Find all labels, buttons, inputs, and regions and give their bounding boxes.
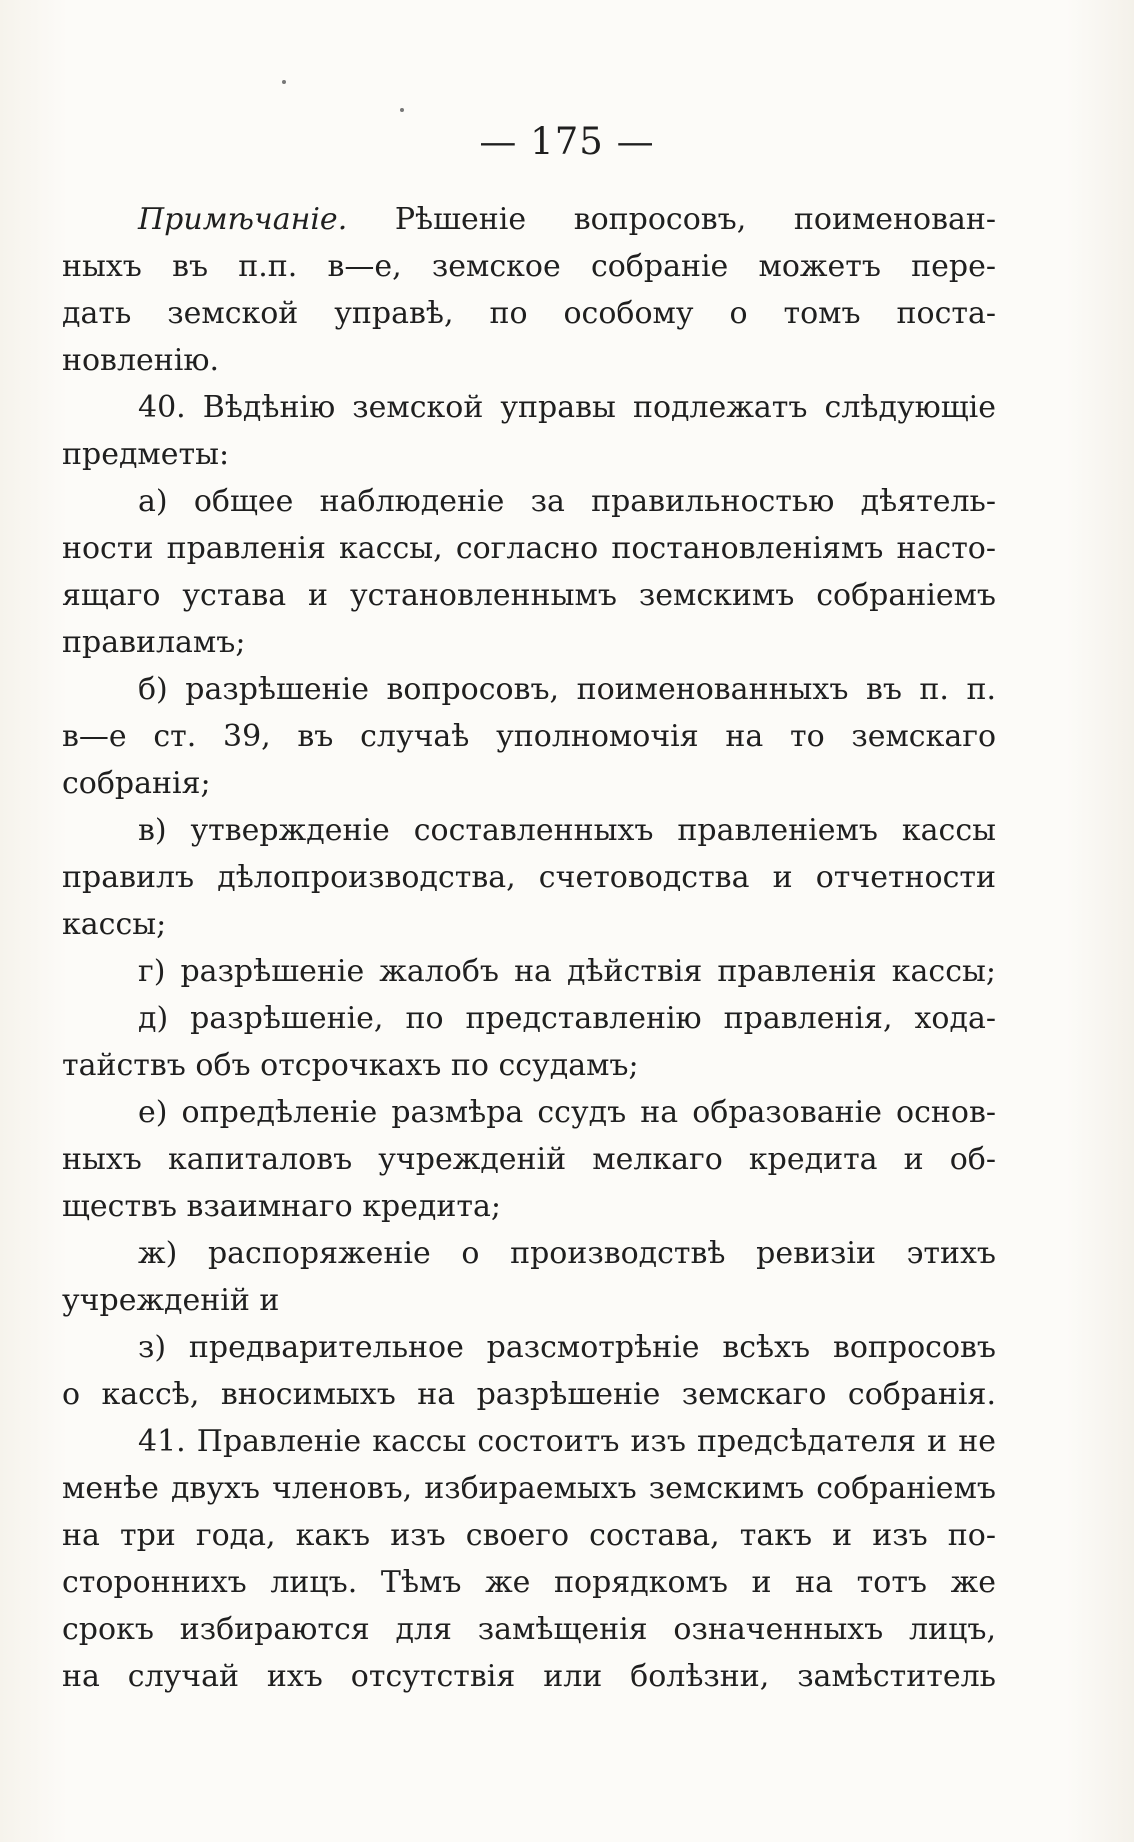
text-line <box>62 901 996 948</box>
text-line <box>62 619 996 666</box>
line-text: 41. Правленіе кассы состоитъ изъ предсѣдателя и не <box>138 1424 996 1459</box>
speck <box>282 80 286 84</box>
line-text: ныхъ капиталовъ учрежденій мелкаго кредита и об- <box>62 1142 996 1177</box>
line-text: з) предварительное разсмотрѣніе всѣхъ вопросовъ <box>138 1330 996 1365</box>
text-line <box>62 1230 996 1277</box>
text-line <box>62 1465 996 1512</box>
text-line <box>62 1089 996 1136</box>
line-text: ности правленія кассы, согласно постановленіямъ насто- <box>62 531 996 566</box>
text-line <box>62 1606 996 1653</box>
line-text: е) опредѣленіе размѣра ссудъ на образованіе основ- <box>138 1095 996 1130</box>
line-text: стороннихъ лицъ. Тѣмъ же порядкомъ и на тотъ же <box>62 1565 996 1600</box>
text-line <box>62 948 996 995</box>
line-text: тайствъ объ отсрочкахъ по ссудамъ; <box>62 1048 639 1083</box>
text-line <box>62 384 996 431</box>
line-text: на три года, какъ изъ своего состава, такъ и изъ по- <box>62 1518 996 1553</box>
line-text: предметы: <box>62 437 230 472</box>
note-label: Примѣчаніе. <box>138 202 348 237</box>
text-line <box>62 1653 996 1700</box>
line-text: б) разрѣшеніе вопросовъ, поименованныхъ въ п. п. <box>138 672 996 707</box>
speck <box>400 108 404 112</box>
line-text: о кассѣ, вносимыхъ на разрѣшеніе земскаго собранія. <box>62 1377 996 1412</box>
text-line <box>62 1136 996 1183</box>
line-text: кассы; <box>62 907 167 942</box>
text-line <box>62 1183 996 1230</box>
text-line <box>62 1371 996 1418</box>
line-text: ществъ взаимнаго кредита; <box>62 1189 501 1224</box>
text-line <box>62 525 996 572</box>
line-text: срокъ избираются для замѣщенія означенныхъ лицъ, <box>62 1612 996 1647</box>
text-line <box>62 807 996 854</box>
text-line <box>62 854 996 901</box>
line-text: собранія; <box>62 766 211 801</box>
text-line <box>62 243 996 290</box>
text-line <box>62 431 996 478</box>
line-text: ж) распоряженіе о производствѣ ревизіи этихъ <box>138 1236 996 1271</box>
line-text: а) общее наблюденіе за правильностью дѣятель- <box>138 484 996 519</box>
text-line <box>62 1042 996 1089</box>
line-text: д) разрѣшеніе, по представленію правленія, хода- <box>138 1001 996 1036</box>
line-text: правилъ дѣлопроизводства, счетоводства и отчетности <box>62 860 996 895</box>
line-text: учрежденій и <box>62 1283 280 1318</box>
line-text: 40. Вѣдѣнію земской управы подлежатъ слѣдующіе <box>138 390 996 425</box>
text-line <box>62 995 996 1042</box>
text-line <box>62 1559 996 1606</box>
line-text: Рѣшеніе вопросовъ, поименован- <box>394 202 996 237</box>
text-line <box>62 337 996 384</box>
text-line <box>62 1512 996 1559</box>
text-line <box>62 196 996 243</box>
text-line <box>62 1418 996 1465</box>
line-text: г) разрѣшеніе жалобъ на дѣйствія правленія кассы; <box>138 954 996 989</box>
text-line <box>62 290 996 337</box>
line-text: в—е ст. 39, въ случаѣ уполномочія на то земскаго <box>62 719 996 754</box>
text-line <box>62 1277 996 1324</box>
line-text: в) утвержденіе составленныхъ правленіемъ кассы <box>138 813 996 848</box>
text-line <box>62 760 996 807</box>
page-number: — 175 — <box>479 120 655 163</box>
text-line <box>62 478 996 525</box>
line-text: на случай ихъ отсутствія или болѣзни, замѣститель <box>62 1659 996 1694</box>
text-line <box>62 713 996 760</box>
line-text: ящаго устава и установленнымъ земскимъ собраніемъ <box>62 578 996 613</box>
line-text: правиламъ; <box>62 625 246 660</box>
line-text: ныхъ въ п.п. в—е, земское собраніе можетъ пере- <box>62 249 996 284</box>
page-text <box>62 196 996 1700</box>
line-text: новленію. <box>62 343 220 378</box>
line-text: менѣе двухъ членовъ, избираемыхъ земскимъ собраніемъ <box>62 1471 996 1506</box>
line-text: дать земской управѣ, по особому о томъ поста- <box>62 296 996 331</box>
text-line <box>62 1324 996 1371</box>
text-line <box>62 572 996 619</box>
text-line <box>62 666 996 713</box>
